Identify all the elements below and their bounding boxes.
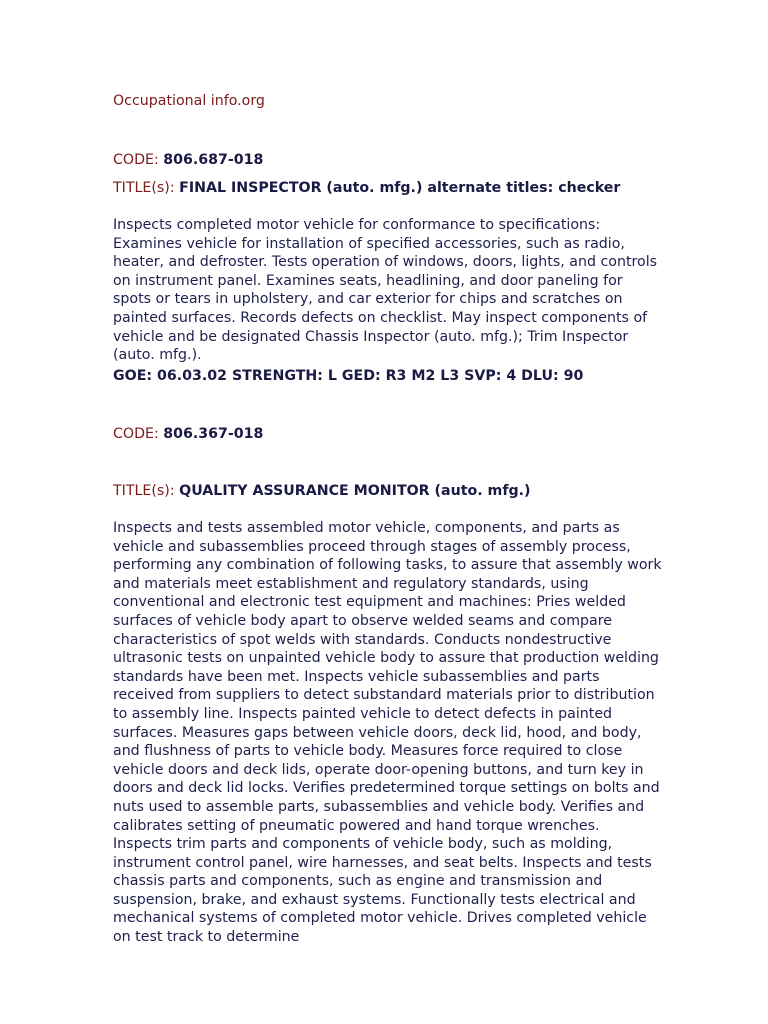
code-label: CODE: [113,152,159,168]
code-value: 806.367-018 [163,426,264,442]
code-line [113,151,263,169]
code-label: CODE: [113,426,159,442]
job-description: Inspects completed motor vehicle for conformance to specifications: Examines vehicle for installation of specified accessories, such as radio, heater, and defroster. Tests operation of windows, doors, lights, and controls on instrument panel. Examines seats, headlining, and door paneling for spots or tears in upholstery, and car exterior for chips and scratches on painted surfaces. Records defects on checklist. May inspect components of vehicle and be designated Chassis Inspector (auto. mfg.); Trim Inspector (auto. mfg.). [113,217,658,364]
title-value: FINAL INSPECTOR (auto. mfg.) alternate titles: checker [179,180,621,196]
code-value: 806.687-018 [163,152,264,168]
title-line [113,482,531,500]
code-line [113,425,263,443]
title-label: TITLE(s): [113,483,175,499]
title-label: TITLE(s): [113,180,175,196]
title-value: QUALITY ASSURANCE MONITOR (auto. mfg.) [179,483,531,499]
job-description: Inspects and tests assembled motor vehicle, components, and parts as vehicle and subassemblies proceed through stages of assembly process, performing any combination of following tasks, to assure that assembly work and materials meet establishment and regulatory standards, using conventional and electronic test equipment and machines: Pries welded surfaces of vehicle body apart to observe welded seams and compare characteristics of spot welds with standards. Conducts nondestructive ultrasonic tests on unpainted vehicle body to assure that production welding standards have been met. Inspects vehicle subassemblies and parts received from suppliers to detect substandard materials prior to distribution to assembly line. Inspects painted vehicle to detect defects in painted surfaces. Measures gaps between vehicle doors, deck lid, hood, and body, and flushness of parts to vehicle body. Measures force required to close vehicle doors and deck lids, operate door-opening buttons, and turn key in doors and deck lid locks. Verifies predetermined torque settings on bolts and nuts used to assemble parts, subassemblies and vehicle body. Verifies and calibrates setting of pneumatic powered and hand torque wrenches. Inspects trim parts and components of vehicle body, such as molding, instrument control panel, wire harnesses, and seat belts. Inspects and tests chassis parts and components, such as engine and transmission and suspension, brake, and exhaust systems. Functionally tests electrical and mechanical systems of completed motor vehicle. Drives completed vehicle on test track to determine [113,520,662,946]
title-line [113,179,620,197]
site-name: Occupational info.org [113,93,265,109]
goe-stats: GOE: 06.03.02 STRENGTH: L GED: R3 M2 L3 SVP: 4 DLU: 90 [113,368,584,384]
